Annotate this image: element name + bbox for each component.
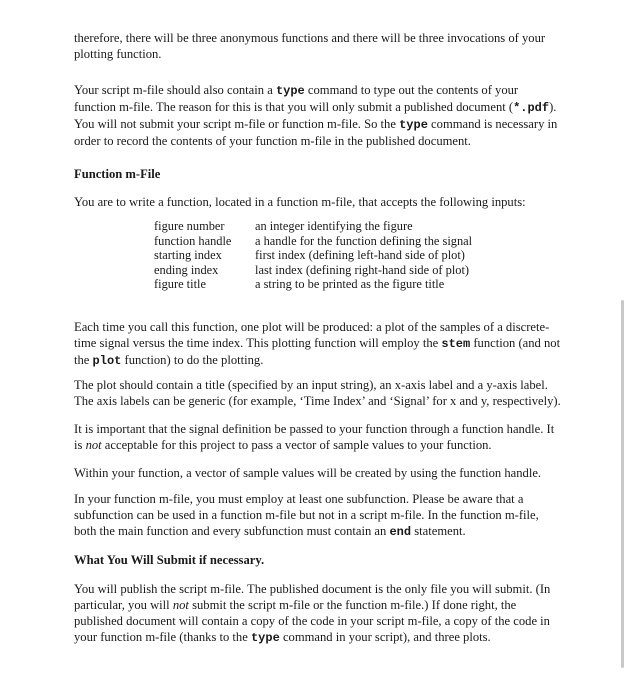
text: Your script m-file should also contain a: [74, 83, 276, 97]
list-item: [154, 219, 472, 234]
text: command is necessary in: [427, 117, 558, 131]
text: your function m-file (thanks to the: [74, 630, 251, 644]
text: acceptable for this project to pass a vector of sample values to your function.: [101, 438, 492, 452]
input-desc: a string to be printed as the figure title: [255, 277, 445, 291]
vertical-scrollbar[interactable]: [621, 300, 624, 668]
input-desc: a handle for the function defining the signal: [255, 233, 473, 248]
input-name: figure title: [154, 277, 206, 291]
text: command in your script), and three plots.: [279, 630, 491, 644]
list-item: [154, 277, 472, 292]
text: subfunction can be used in a function m-file but not in a script m-file. In the function m-file,: [74, 508, 539, 522]
text: submit the script m-file or the function m-file.) If done right, the: [188, 598, 517, 612]
text: particular, you will: [74, 598, 173, 612]
text: function m-file. The reason for this is that you will only submit a published document (: [74, 100, 514, 114]
paragraph-sample-vector: Within your function, a vector of sample values will be created by using the function handle.: [74, 466, 542, 480]
text: is: [74, 438, 86, 452]
paragraph-type-command: [74, 82, 574, 149]
paragraph-plotting-invocations: [74, 30, 545, 62]
heading-function-mfile: Function m-File: [74, 167, 161, 181]
heading-what-you-will-submit: What You Will Submit if necessary.: [74, 553, 265, 567]
text: The plot should contain a title (specified by an input string), an x-axis label and a y-axis label.: [74, 378, 548, 392]
text: time signal versus the time index. This plotting function will employ the: [74, 336, 442, 350]
paragraph-plot-labels: [74, 377, 574, 409]
text: You will not submit your script m-file or function m-file. So the: [74, 117, 400, 131]
text: In your function m-file, you must employ at least one subfunction. Please be aware that a: [74, 492, 524, 506]
code-type: type: [250, 631, 280, 645]
paragraph-subfunction: [74, 491, 574, 540]
inputs-list: [154, 219, 472, 292]
paragraph-publish: [74, 581, 574, 646]
input-desc: last index (defining right-hand side of plot): [255, 262, 470, 277]
text: ).: [549, 100, 557, 114]
code-pdf: *.pdf: [513, 101, 550, 115]
paragraph-stem-function: [74, 319, 574, 369]
list-item: [154, 234, 472, 249]
input-desc: first index (defining left-hand side of plot): [255, 248, 465, 262]
text: You will publish the script m-file. The published document is the only file you will submit. (In: [74, 582, 551, 596]
input-name: starting index: [154, 248, 222, 262]
input-desc: an integer identifying the figure: [255, 219, 413, 233]
text: command to type out the contents of your: [304, 83, 519, 97]
code-type: type: [275, 84, 305, 98]
text: statement.: [411, 524, 466, 538]
line: therefore, there will be three anonymous functions and there will be three invocations of your: [74, 31, 546, 45]
text: order to record the contents of your function m-file in the published document.: [74, 134, 471, 148]
input-name: figure number: [154, 219, 225, 233]
text: the: [74, 353, 93, 367]
emphasis-not: not: [172, 598, 189, 612]
code-stem: stem: [441, 337, 471, 351]
code-end: end: [389, 525, 412, 539]
code-type: type: [399, 118, 428, 132]
text: function) to do the plotting.: [121, 353, 264, 367]
list-item: [154, 248, 472, 263]
text: published document will contain a copy of the code in your script m-file, a copy of the code in: [74, 614, 550, 628]
text: It is important that the signal definition be passed to your function through a function handle. It: [74, 422, 555, 436]
text: The axis labels can be generic (for example, ‘Time Index’ and ‘Signal’ for x and y, respectively).: [74, 394, 561, 408]
input-name: ending index: [154, 262, 219, 277]
emphasis-not: not: [85, 438, 102, 452]
paragraph-inputs-intro: You are to write a function, located in a function m-file, that accepts the following inputs:: [74, 195, 526, 209]
text: both the main function and every subfunction must contain an: [74, 524, 390, 538]
line: plotting function.: [74, 47, 162, 61]
list-item: [154, 263, 472, 278]
code-plot: plot: [92, 354, 122, 368]
text: Each time you call this function, one plot will be produced: a plot of the samples of a discrete-: [74, 320, 550, 334]
text: function (and not: [470, 336, 561, 350]
paragraph-function-handle: [74, 421, 574, 453]
input-name: function handle: [154, 233, 232, 248]
